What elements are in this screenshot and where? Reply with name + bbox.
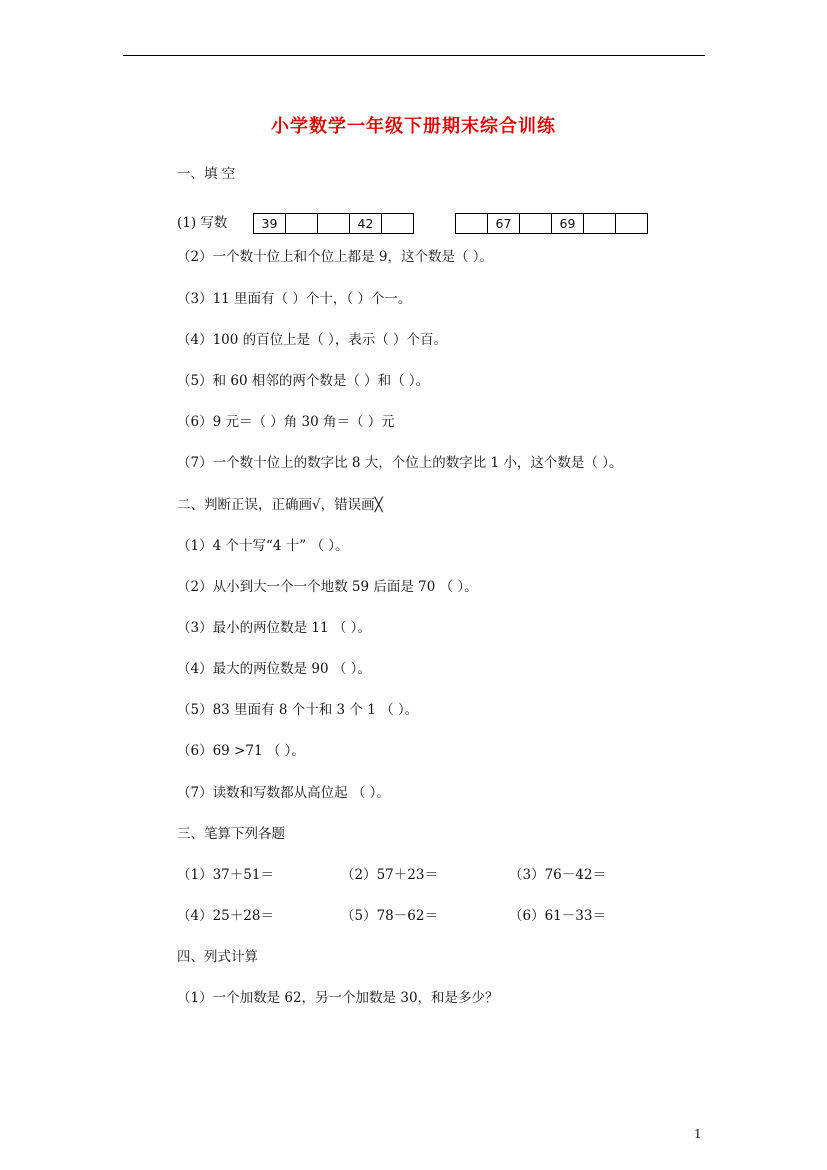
calc-problem: （1）37＋51＝ (177, 867, 274, 883)
judge-question: （7）读数和写数都从高位起 （ ）。 (177, 785, 390, 801)
section-heading-calc: 三、笔算下列各题 (177, 826, 285, 842)
judge-question: （1）4 个十写“4 十” （ ）。 (177, 538, 349, 554)
calc-problem: （2）57＋23＝ (341, 867, 438, 883)
fill-question: （4）100 的百位上是（ ），表示（ ）个百。 (177, 332, 447, 348)
section-heading-judge: 二、判断正误，正确画√，错误画╳ (177, 497, 383, 513)
word-problem: （1）一个加数是 62，另一个加数是 30，和是多少？ (177, 990, 499, 1006)
grid-cell (456, 214, 488, 233)
number-grid-1 (253, 213, 414, 234)
grid-cell: 67 (488, 214, 520, 233)
judge-question: （6）69 >71 （ ）。 (177, 743, 305, 759)
fill-question: （5）和 60 相邻的两个数是（ ）和（ ）。 (177, 373, 430, 389)
calc-problem: （6）61－33＝ (509, 908, 606, 924)
grid-cell (286, 214, 318, 233)
calc-problem: （5）78－62＝ (341, 908, 438, 924)
page-title: 小学数学一年级下册期末综合训练 (271, 116, 556, 137)
grid-cell (318, 214, 350, 233)
grid-cell (520, 214, 552, 233)
fill-question: （6）9 元＝（ ）角 30 角＝（ ）元 (177, 414, 395, 430)
judge-question: （4）最大的两位数是 90 （ ）。 (177, 661, 371, 677)
page-number: 1 (694, 1127, 702, 1141)
number-grid-2 (455, 213, 648, 234)
judge-question: （5）83 里面有 8 个十和 3 个 1 （ ）。 (177, 702, 419, 718)
fill-question: （2）一个数十位上和个位上都是 9，这个数是（ ）。 (177, 249, 494, 265)
write-numbers-label: (1) 写数 (177, 215, 228, 231)
judge-question: （3）最小的两位数是 11 （ ）。 (177, 620, 371, 636)
grid-cell: 39 (254, 214, 286, 233)
grid-cell: 42 (350, 214, 382, 233)
header-rule (123, 55, 705, 56)
calc-problem: （4）25＋28＝ (177, 908, 274, 924)
grid-cell (584, 214, 616, 233)
grid-cell (382, 214, 413, 233)
calc-problem: （3）76－42＝ (509, 867, 606, 883)
fill-question: （7）一个数十位上的数字比 8 大，个位上的数字比 1 小，这个数是（ ）。 (177, 455, 623, 471)
grid-cell (616, 214, 647, 233)
section-heading-fill: 一、填 空 (177, 166, 236, 182)
judge-question: （2）从小到大一个一个地数 59 后面是 70 （ ）。 (177, 579, 478, 595)
fill-question: （3）11 里面有（ ）个十，（ ）个一。 (177, 291, 412, 307)
section-heading-word: 四、列式计算 (177, 949, 258, 965)
grid-cell: 69 (552, 214, 584, 233)
